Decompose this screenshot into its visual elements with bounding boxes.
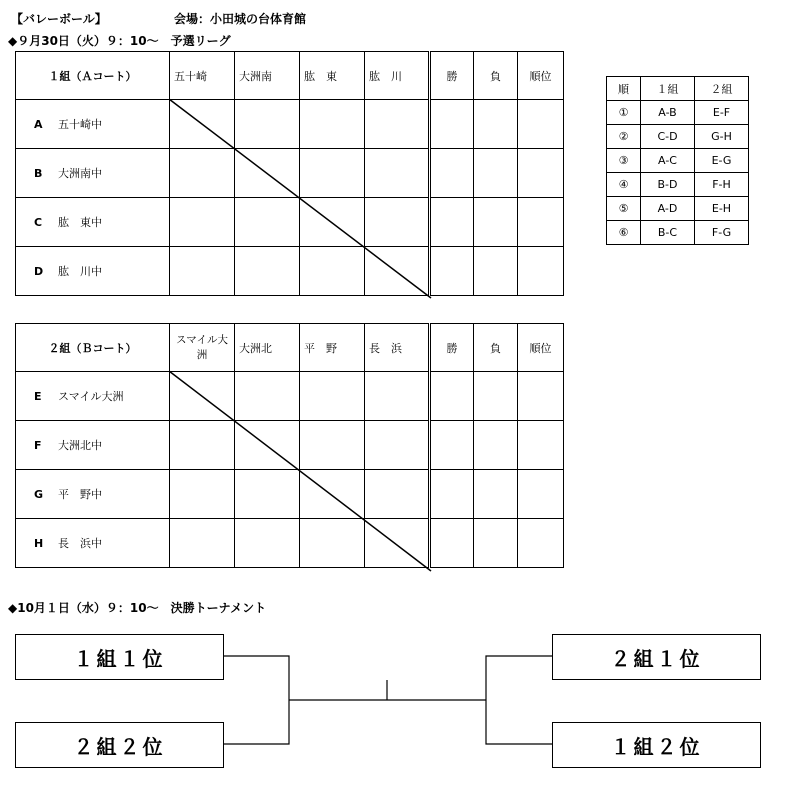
order-no: ⑥ [607, 221, 641, 245]
row-letter: A [34, 117, 43, 131]
bracket-slot-bottom-left: ２組２位 [15, 722, 224, 768]
row-team-name: 肱 東中 [58, 216, 102, 229]
col-team-1: 五十崎 [174, 69, 207, 83]
order-no: ① [607, 101, 641, 125]
bracket-slot-top-left: １組１位 [15, 634, 224, 680]
order-match: A-D [641, 197, 695, 221]
order-match: F-G [695, 221, 749, 245]
order-match: A-B [641, 101, 695, 125]
order-match: E-G [695, 149, 749, 173]
order-match: F-H [695, 173, 749, 197]
row-letter: H [34, 536, 44, 550]
group2-name: ２組（Ｂコート） [16, 324, 170, 372]
col-team-2: 大洲南 [239, 69, 272, 83]
bracket-right [486, 656, 553, 744]
row-team-name: スマイル大洲 [58, 390, 124, 403]
group1-diagonal [169, 99, 431, 298]
order-no: ② [607, 125, 641, 149]
row-letter: D [34, 264, 44, 278]
bracket-slot-top-right: ２組１位 [552, 634, 761, 680]
row-letter: B [34, 166, 43, 180]
order-no: ④ [607, 173, 641, 197]
rank-header: 順位 [518, 52, 564, 100]
rank-header: 順位 [518, 324, 564, 372]
order-header-no: 順 [607, 77, 641, 101]
order-header-group2: ２組 [695, 77, 749, 101]
section-title: 【バレーボール】 [11, 12, 107, 26]
order-match: B-D [641, 173, 695, 197]
row-letter: F [34, 438, 42, 452]
venue-label: 会場：小田城の台体育館 [174, 12, 307, 26]
group1-name: １組（Ａコート） [16, 52, 170, 100]
prelim-heading: ◆９月30日（火）９：10～ 予選リーグ [8, 34, 231, 48]
row-letter: G [34, 487, 44, 501]
order-match: E-F [695, 101, 749, 125]
order-match: A-C [641, 149, 695, 173]
row-team-name: 長 浜中 [58, 537, 102, 550]
col-team-4: 肱 川 [369, 69, 402, 83]
bracket-slot-bottom-right: １組２位 [552, 722, 761, 768]
group2-diagonal [169, 371, 431, 571]
final-heading: ◆10月１日（水）９：10～ 決勝トーナメント [8, 601, 267, 615]
row-team-name: 大洲南中 [58, 167, 102, 180]
col-team-3: 肱 東 [304, 69, 337, 83]
losses-header: 負 [474, 324, 518, 372]
order-header-group1: １組 [641, 77, 695, 101]
row-team-name: 大洲北中 [58, 439, 102, 452]
bracket-left [223, 656, 289, 744]
col-team-3: 平 野 [304, 341, 337, 355]
order-match: C-D [641, 125, 695, 149]
wins-header: 勝 [430, 324, 474, 372]
row-team-name: 肱 川中 [58, 265, 102, 278]
losses-header: 負 [474, 52, 518, 100]
order-match: B-C [641, 221, 695, 245]
order-match: G-H [695, 125, 749, 149]
order-no: ⑤ [607, 197, 641, 221]
order-match: E-H [695, 197, 749, 221]
row-letter: C [34, 215, 43, 229]
col-team-4: 長 浜 [369, 341, 402, 355]
wins-header: 勝 [430, 52, 474, 100]
row-team-name: 平 野中 [58, 488, 102, 501]
col-team-2: 大洲北 [239, 341, 272, 355]
row-letter: E [34, 389, 42, 403]
order-no: ③ [607, 149, 641, 173]
col-team-1: スマイル大洲 [175, 333, 229, 361]
row-team-name: 五十崎中 [58, 118, 102, 131]
